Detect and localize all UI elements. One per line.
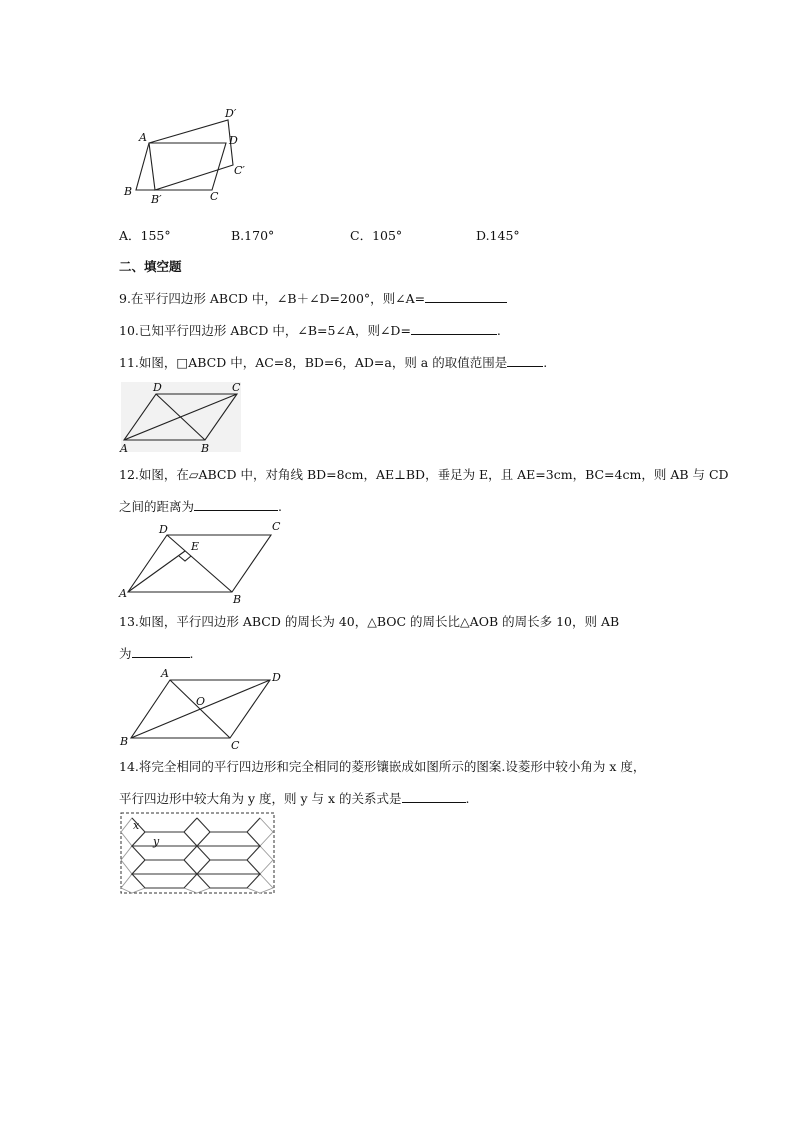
q14-rhombus [247, 846, 273, 874]
q14-parallelogram-edge [132, 832, 197, 846]
label-C-prime: C′ [234, 164, 245, 177]
question-11-end: . [543, 355, 548, 370]
q11-label-A: A [120, 442, 128, 455]
q14-parallelogram-edge [132, 818, 197, 832]
question-14-text: 平行四边形中较大角为 y 度，则 y 与 x 的关系式是 [119, 791, 402, 806]
question-12-text: 之间的距离为 [119, 499, 195, 514]
question-13-line1: 13.如图，平行四边形 ABCD 的周长为 40，△BOC 的周长比△AOB 的周长多 10，则 AB [119, 614, 620, 629]
q14-parallelogram-edge [132, 846, 197, 860]
q12-label-A: A [119, 587, 127, 600]
question-10-end: . [496, 323, 501, 338]
q14-parallelogram-edge [197, 832, 260, 846]
q14-parallelogram-edge [197, 874, 260, 888]
q13-label-D: D [272, 671, 281, 684]
question-9-text: 9.在平行四边形 ABCD 中，∠B＋∠D=200°，则∠A= [119, 291, 426, 306]
question-10-text: 10.已知平行四边形 ABCD 中，∠B=5∠A，则∠D= [119, 323, 411, 338]
label-C: C [210, 190, 219, 203]
q12-label-D: D [159, 523, 168, 536]
q14-parallelogram-edge [132, 874, 197, 888]
q14-parallelogram-edge [197, 846, 260, 860]
q14-rhombus [247, 818, 273, 846]
q11-label-D: D [153, 381, 162, 394]
question-12-line1: 12.如图，在▱ABCD 中，对角线 BD=8cm，AE⊥BD，垂足为 E，且 AE=3cm，BC=4cm，则 AB 与 CD [119, 467, 729, 482]
q14-parallelogram-edge [132, 860, 197, 874]
q13-label-B: B [120, 735, 129, 748]
label-B: B [124, 185, 133, 198]
q8-option-d: D.145° [476, 228, 520, 243]
q14-rhombus [184, 818, 210, 846]
question-14-line1: 14.将完全相同的平行四边形和完全相同的菱形镶嵌成如图所示的图案.设菱形中较小角为 x 度， [119, 759, 646, 774]
label-D-prime: D′ [225, 107, 237, 120]
q12-label-C: C [272, 520, 281, 533]
question-14-end: . [465, 791, 470, 806]
q8-option-a: A．155° [119, 228, 171, 243]
q13-label-C: C [231, 739, 240, 752]
q14-parallelogram-edge [197, 818, 260, 832]
q14-parallelogram-edge [197, 860, 260, 874]
q12-label-B: B [233, 593, 242, 606]
question-12-end: . [278, 499, 282, 514]
q12-label-E: E [191, 540, 200, 553]
question-13-end: . [189, 646, 194, 661]
question-13-text: 为 [119, 646, 132, 661]
question-11-text: 11.如图，□ABCD 中，AC=8，BD=6，AD=a，则 a 的取值范围是 [119, 355, 508, 370]
label-D: D [229, 134, 238, 147]
q8-option-c: C．105° [350, 228, 403, 243]
q11-label-C: C [232, 381, 241, 394]
q13-label-A: A [161, 667, 169, 680]
q14-label-x: x [133, 819, 140, 832]
section-title: 二、填空题 [119, 259, 182, 274]
label-A: A [139, 131, 147, 144]
q14-rhombus [184, 846, 210, 874]
q11-label-B: B [201, 442, 210, 455]
q13-label-O: O [196, 695, 206, 708]
q14-rhombus [121, 846, 145, 874]
q14-dashed-frame [121, 813, 274, 893]
q14-label-y: y [153, 835, 160, 848]
q8-option-b: B.170° [231, 228, 275, 243]
label-B-prime: B′ [151, 193, 162, 206]
